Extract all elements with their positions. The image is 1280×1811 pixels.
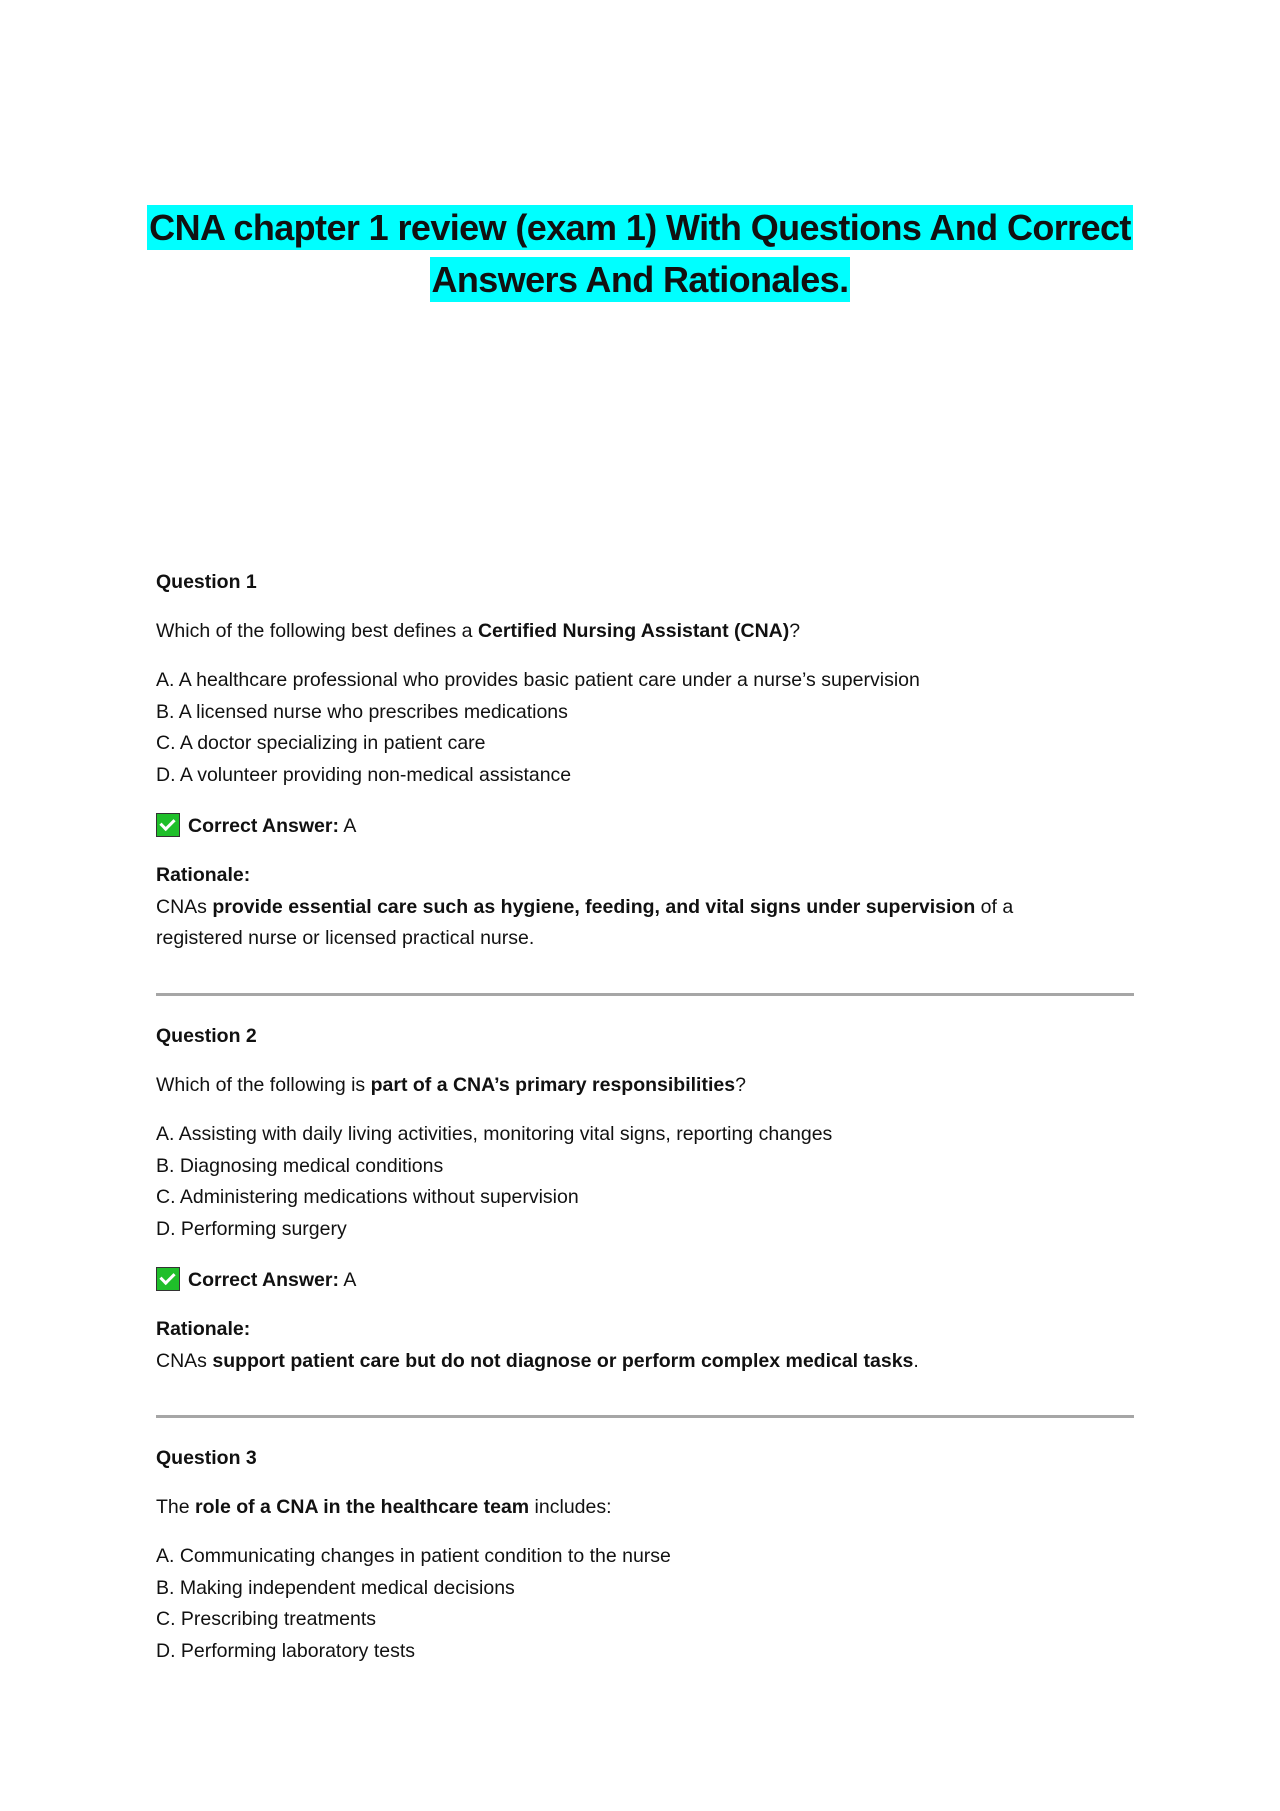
text: includes: <box>529 1496 612 1518</box>
question-heading: Question 3 <box>156 1447 257 1469</box>
text: Which of the following is <box>156 1074 371 1096</box>
question-heading: Question 2 <box>156 1025 257 1047</box>
question-text <box>156 1492 1136 1524</box>
option-b: B. A licensed nurse who prescribes medications <box>156 700 568 723</box>
divider <box>156 1415 1134 1418</box>
question-text <box>156 1070 1136 1102</box>
rationale-label: Rationale: <box>156 1318 251 1340</box>
text: Which of the following best defines a <box>156 620 478 642</box>
option-d: D. Performing laboratory tests <box>156 1639 416 1662</box>
correct-answer <box>156 1265 1136 1297</box>
question-text <box>156 616 1136 648</box>
text-bold: part of a CNA’s primary responsibilities <box>370 1074 736 1096</box>
option-a: A. Communicating changes in patient condition to the nurse <box>156 1545 671 1567</box>
option-c: C. Administering medications without supervision <box>156 1186 579 1208</box>
text: CNAs <box>156 895 213 918</box>
rationale-text <box>156 1346 1136 1378</box>
text: of a <box>975 895 1014 918</box>
correct-label: Correct Answer: <box>188 1269 339 1291</box>
correct-label: Correct Answer: <box>188 815 339 837</box>
rationale-text-line-2: registered nurse or licensed practical nurse. <box>156 927 535 949</box>
rationale-text <box>156 892 1136 924</box>
title-line-1: CNA chapter 1 review (exam 1) With Questions And Correct <box>149 207 1131 248</box>
question-heading: Question 1 <box>156 571 257 593</box>
title-line-2: Answers And Rationales. <box>431 259 849 300</box>
option-d: D. A volunteer providing non-medical assistance <box>156 763 572 786</box>
document-title <box>0 202 1280 306</box>
text: ? <box>735 1074 746 1096</box>
check-mark-icon <box>156 1267 180 1291</box>
question-2 <box>156 1021 1136 1377</box>
text: . <box>913 1349 919 1372</box>
question-1 <box>156 567 1136 955</box>
answer-value: A <box>343 815 357 837</box>
text-bold: Certified Nursing Assistant (CNA) <box>477 620 790 642</box>
option-a: A. A healthcare professional who provides basic patient care under a nurse’s supervision <box>156 669 920 691</box>
option-b: B. Diagnosing medical conditions <box>156 1154 444 1177</box>
option-d: D. Performing surgery <box>156 1217 347 1240</box>
text: ? <box>789 620 801 642</box>
text: The <box>156 1496 196 1518</box>
option-b: B. Making independent medical decisions <box>156 1576 515 1599</box>
text-bold: provide essential care such as hygiene, feeding, and vital signs under supervision <box>212 895 976 918</box>
option-c: C. A doctor specializing in patient care <box>156 732 486 754</box>
rationale-label: Rationale: <box>156 864 251 886</box>
check-mark-icon <box>156 813 180 837</box>
option-a: A. Assisting with daily living activities, monitoring vital signs, reporting changes <box>156 1123 833 1145</box>
divider <box>156 993 1134 996</box>
text: CNAs <box>156 1349 213 1372</box>
question-3 <box>156 1443 1136 1667</box>
text-bold: role of a CNA in the healthcare team <box>195 1496 530 1518</box>
option-c: C. Prescribing treatments <box>156 1608 376 1630</box>
text-bold: support patient care but do not diagnose or perform complex medical tasks <box>212 1349 914 1372</box>
answer-value: A <box>343 1269 357 1291</box>
correct-answer <box>156 811 1136 843</box>
